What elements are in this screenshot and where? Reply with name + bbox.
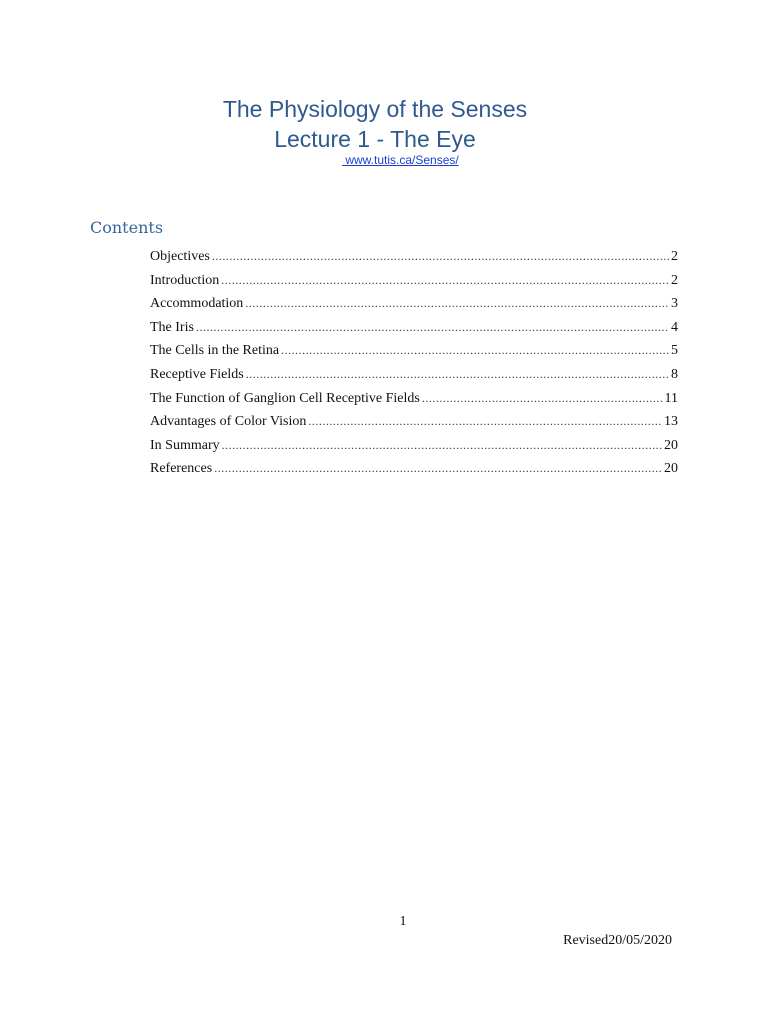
toc-entry-accommodation[interactable] — [150, 292, 678, 316]
toc-entry-page: 20 — [664, 461, 678, 477]
toc-dot-leader — [196, 316, 669, 340]
toc-dot-leader — [245, 292, 669, 316]
toc-entry-label: In Summary — [150, 437, 220, 453]
toc-entry-objectives[interactable] — [150, 245, 678, 269]
toc-entry-label: The Iris — [150, 319, 194, 335]
toc-dot-leader — [422, 387, 663, 411]
toc-entry-ganglion-function[interactable] — [150, 387, 678, 411]
contents-heading: Contents — [90, 218, 164, 237]
toc-entry-page: 20 — [664, 437, 678, 453]
toc-entry-label: The Cells in the Retina — [150, 343, 280, 359]
toc-entry-page: 5 — [671, 343, 678, 359]
toc-entry-introduction[interactable] — [150, 269, 678, 293]
toc-entry-receptive-fields[interactable] — [150, 363, 678, 387]
toc-entry-label: Introduction — [150, 272, 220, 288]
toc-entry-label: Advantages of Color Vision — [150, 414, 307, 430]
toc-entry-page: 2 — [671, 272, 678, 288]
page-number: 1 — [399, 914, 407, 929]
toc-entry-the-iris[interactable] — [150, 316, 678, 340]
toc-entry-label: Receptive Fields — [150, 366, 244, 382]
toc-entry-page: 4 — [671, 319, 678, 335]
website-link[interactable]: www.tutis.ca/Senses/ — [342, 153, 459, 167]
toc-dot-leader — [212, 245, 669, 269]
toc-dot-leader — [281, 339, 669, 363]
toc-entry-page: 11 — [664, 390, 678, 406]
document-title-line1: The Physiology of the Senses — [222, 96, 528, 122]
toc-entry-references[interactable] — [150, 457, 678, 481]
toc-entry-page: 13 — [664, 414, 678, 430]
toc-entry-color-vision[interactable] — [150, 410, 678, 434]
toc-dot-leader — [214, 457, 662, 481]
toc-entry-label: The Function of Ganglion Cell Receptive Fields — [150, 390, 420, 406]
table-of-contents — [150, 245, 678, 481]
toc-dot-leader — [222, 434, 662, 458]
toc-entry-page: 2 — [671, 249, 678, 264]
toc-entry-page: 3 — [671, 296, 678, 312]
document-title-line2: Lecture 1 - The Eye — [274, 126, 476, 152]
toc-entry-page: 8 — [671, 366, 678, 382]
toc-entry-in-summary[interactable] — [150, 434, 678, 458]
toc-dot-leader — [308, 410, 662, 434]
toc-entry-cells-in-retina[interactable] — [150, 339, 678, 363]
toc-entry-label: Accommodation — [150, 296, 244, 312]
toc-entry-label: References — [150, 461, 213, 477]
toc-dot-leader — [246, 363, 669, 387]
revision-date: Revised20/05/2020 — [563, 933, 672, 948]
toc-dot-leader — [221, 269, 669, 293]
toc-entry-label: Objectives — [150, 249, 210, 264]
